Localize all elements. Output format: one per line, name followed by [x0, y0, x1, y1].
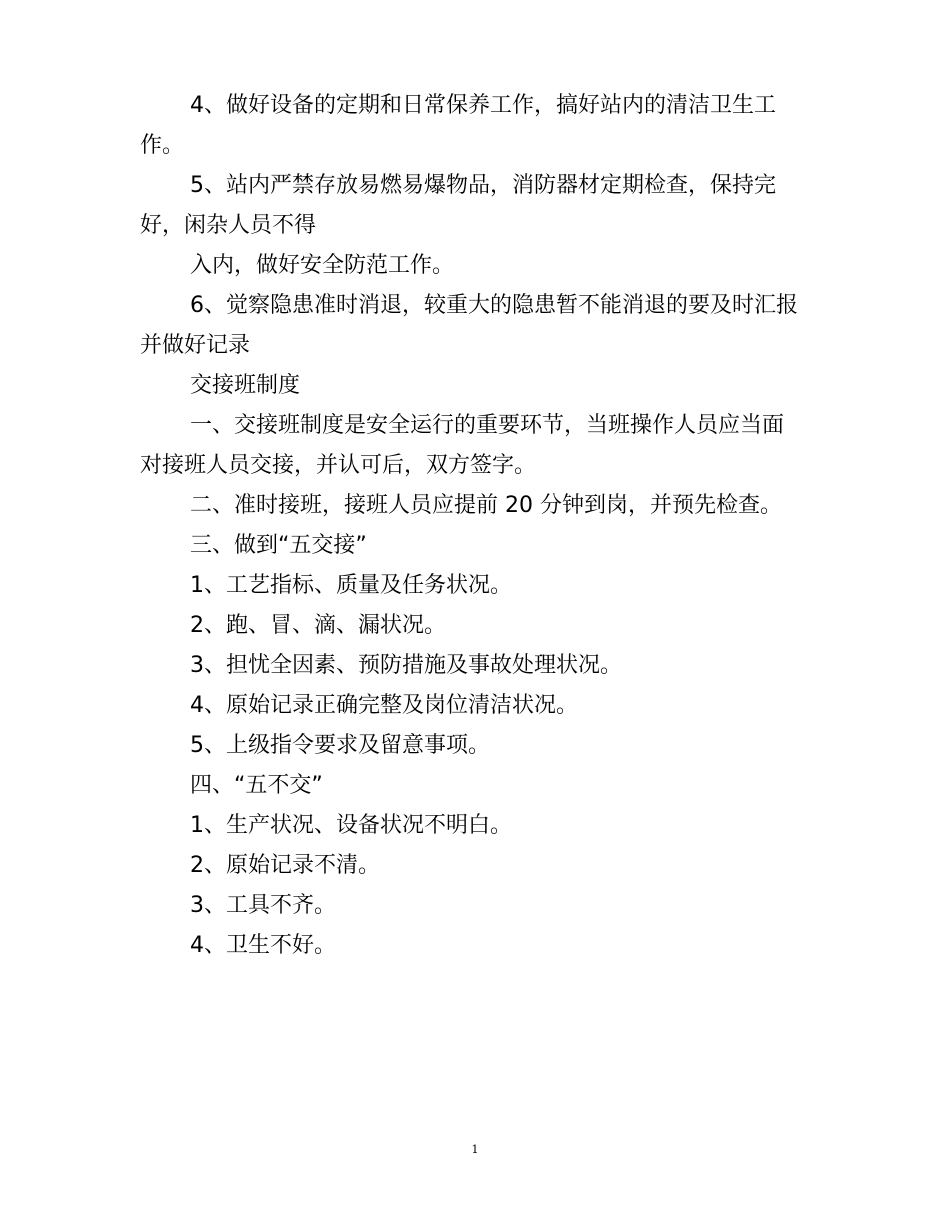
list-item-no-handover-1: 1、生产状况、设备状况不明白。 — [190, 813, 512, 838]
paragraph-rule-3-heading: 三、做到“五交接” — [190, 533, 367, 558]
list-item-handover-2: 2、跑、冒、滴、漏状况。 — [190, 613, 446, 638]
paragraph-hazards: 6、觉察隐患准时消退，较重大的隐患暂不能消退的要及时汇报并做好记录 — [140, 293, 798, 358]
paragraph-fire-safety: 5、站内严禁存放易燃易爆物品，消防器材定期检查，保持完好，闲杂人员不得 — [140, 173, 776, 238]
list-item-handover-5: 5、上级指令要求及留意事项。 — [190, 733, 490, 758]
list-item-no-handover-4: 4、卫生不好。 — [190, 933, 336, 958]
document-body — [140, 86, 800, 966]
page-number: 1 — [471, 1143, 479, 1156]
paragraph-security: 入内，做好安全防范工作。 — [190, 253, 455, 278]
paragraph-rule-4-heading: 四、“五不交” — [190, 773, 323, 798]
list-item-no-handover-3: 3、工具不齐。 — [190, 893, 336, 918]
list-item-handover-4: 4、原始记录正确完整及岗位清洁状况。 — [190, 693, 578, 718]
paragraph-maintenance: 4、做好设备的定期和日常保养工作，搞好站内的清洁卫生工作。 — [140, 93, 776, 158]
paragraph-rule-1: 一、交接班制度是安全运行的重要环节，当班操作人员应当面对接班人员交接，并认可后，双方签字。 — [140, 413, 785, 478]
paragraph-rule-2: 二、准时接班，接班人员应提前 20 分钟到岗，并预先检查。 — [190, 493, 782, 518]
list-item-no-handover-2: 2、原始记录不清。 — [190, 853, 380, 878]
section-heading-shift-handover: 交接班制度 — [190, 373, 301, 398]
list-item-handover-1: 1、工艺指标、质量及任务状况。 — [190, 573, 512, 598]
list-item-handover-3: 3、担忧全因素、预防措施及事故处理状况。 — [190, 653, 622, 678]
